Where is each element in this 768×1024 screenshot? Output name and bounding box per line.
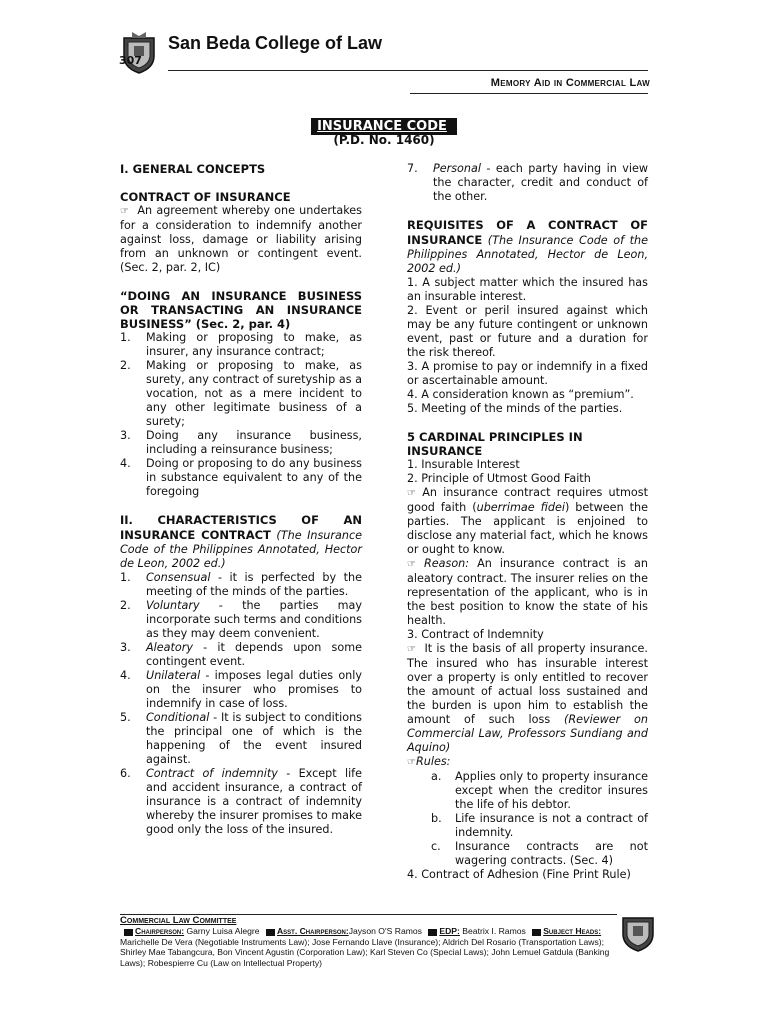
characteristics-heading: II. CHARACTERISTICS OF AN INSURANCE CONTRACT bbox=[120, 513, 362, 542]
contract-paragraph bbox=[120, 204, 362, 275]
document-subtitle: (P.D. No. 1460) bbox=[333, 133, 435, 147]
list-item: a. Applies only to property insurance except when the creditor insures the life of his debtor. bbox=[431, 770, 648, 811]
document-title: INSURANCE CODE bbox=[311, 118, 457, 135]
list-item: 4. Unilateral - imposes legal duties only on the insurer who promises to indemnify in case of loss. bbox=[120, 669, 362, 710]
pointing-hand-icon: ☞ bbox=[407, 644, 416, 655]
principle-item: 2. Principle of Utmost Good Faith bbox=[407, 472, 591, 485]
rules-list bbox=[407, 770, 648, 868]
bullet-icon bbox=[532, 929, 541, 936]
list-item: 1. Consensual - it is perfected by the meeting of the minds of the parties. bbox=[120, 571, 362, 598]
characteristics-list-continued bbox=[407, 162, 648, 204]
running-subtitle: Memory Aid in Commercial Law bbox=[490, 77, 650, 89]
requisites-source: (The Insurance Code of the Philippines Annotated, Hector de Leon, 2002 ed.) bbox=[407, 234, 648, 275]
subtitle-rule bbox=[410, 93, 648, 94]
cardinal-principles-heading: 5 CARDINAL PRINCIPLES IN INSURANCE bbox=[407, 430, 583, 458]
bullet-icon bbox=[428, 929, 437, 936]
list-item: 4. A consideration known as “premium”. bbox=[407, 388, 634, 401]
doing-business-list bbox=[120, 331, 362, 499]
list-item: 2. Voluntary - the parties may incorporate such terms and conditions as they may deem convenient. bbox=[120, 599, 362, 640]
principle-item: 4. Contract of Adhesion (Fine Print Rule) bbox=[407, 868, 631, 881]
list-item: 4. Doing or proposing to do any business in substance equivalent to any of the foregoing bbox=[120, 457, 362, 498]
contract-text: An agreement whereby one undertakes for a consideration to indemnify another against loss, damage or liability arising from an unknown or contingent event. (Sec. 2, par. 2, IC) bbox=[120, 204, 362, 274]
list-item: 5. Conditional - It is subject to conditions the principal one of which is the happening of the event insured against. bbox=[120, 711, 362, 766]
list-item: 3. Doing any insurance business, including a reinsurance business; bbox=[120, 429, 362, 456]
requisites-heading-block bbox=[407, 218, 648, 276]
list-item: 6. Contract of indemnity - Except life and accident insurance, a contract of insurance is a contract of indemnity whereby the insurer promises to make good only the loss of the insured. bbox=[120, 767, 363, 836]
header-rule bbox=[168, 70, 648, 71]
contract-heading: CONTRACT OF INSURANCE bbox=[120, 190, 291, 204]
committee-officers: Chairperson: Garny Luisa Alegre Asst. Chairperson:Jayson O'S Ramos EDP: Beatrix I. Ramos Subject Heads: bbox=[120, 926, 620, 936]
list-item: 3. Aleatory - it depends upon some contingent event. bbox=[120, 641, 362, 668]
page-number: 307 bbox=[119, 54, 142, 67]
good-faith-paragraph: ☞ An insurance contract requires utmost good faith (uberrimae fidei) between the parties. The applicant is enjoined to disclose any material fact, which he knows or ought to know. bbox=[407, 486, 649, 556]
footer bbox=[120, 916, 620, 968]
college-name: San Beda College of Law bbox=[168, 33, 383, 53]
left-column bbox=[120, 162, 362, 837]
list-item: 7. Personal - each party having in view the character, credit and conduct of the other. bbox=[407, 162, 648, 203]
section-heading-general: I. GENERAL CONCEPTS bbox=[120, 162, 266, 176]
pointing-hand-icon: ☞ bbox=[407, 559, 416, 570]
pointing-hand-icon: ☞ bbox=[407, 757, 416, 768]
list-item: 1. A subject matter which the insured has an insurable interest. bbox=[407, 276, 648, 303]
bullet-icon bbox=[124, 929, 133, 936]
requisites-heading: REQUISITES OF A CONTRACT OF INSURANCE bbox=[407, 218, 648, 247]
characteristics-source: (The Insurance Code of the Philippines Annotated, Hector de Leon, 2002 ed.) bbox=[120, 529, 362, 570]
list-item: b. Life insurance is not a contract of indemnity. bbox=[431, 812, 648, 839]
college-seal-icon bbox=[118, 30, 160, 74]
pointing-hand-icon: ☞ bbox=[120, 206, 129, 217]
bullet-icon bbox=[266, 929, 275, 936]
characteristics-list bbox=[120, 571, 362, 837]
list-item: 2. Event or peril insured against which may be any future contingent or unknown event, past or future and a duration for the risk thereof. bbox=[407, 304, 648, 359]
list-item: 3. A promise to pay or indemnify in a fixed or ascertainable amount. bbox=[407, 360, 648, 387]
doing-business-heading: “DOING AN INSURANCE BUSINESS OR TRANSACTING AN INSURANCE BUSINESS” (Sec. 2, par. 4) bbox=[120, 289, 362, 331]
subject-heads-line: Shirley Mae Tabangcura, Bon Vincent Agustin (Corporation Law); Karl Steven Co (Special Laws); John Lemuel Gatdula (Banking Laws); Robespierre Cu (Law on Intellectual Property) bbox=[120, 947, 610, 968]
pointing-hand-icon: ☞ bbox=[407, 488, 416, 499]
list-item: 5. Meeting of the minds of the parties. bbox=[407, 402, 623, 415]
list-item: 2. Making or proposing to make, as surety, any contract of suretyship as a vocation, not as a mere incident to any other legitimate business of a surety; bbox=[120, 359, 362, 428]
principle-item: 1. Insurable Interest bbox=[407, 458, 520, 471]
list-item: 1. Making or proposing to make, as insurer, any insurance contract; bbox=[120, 331, 362, 358]
college-seal-icon bbox=[618, 912, 658, 952]
principle-item: 3. Contract of Indemnity bbox=[407, 628, 544, 641]
reason-paragraph: ☞ Reason: An insurance contract is an aleatory contract. The insurer relies on the representation of the applicant, who is in the best position to know the state of his health. bbox=[407, 557, 648, 627]
indemnity-paragraph: ☞ It is the basis of all property insurance. The insured who has insurable interest over a property is only entitled to recover the amount of actual loss sustained and the burden is upon him to establish the amount of such loss (Reviewer on Commercial Law, Professors Sundiang and Aquino) bbox=[407, 642, 648, 754]
requisites-list bbox=[407, 276, 648, 416]
list-item: c. Insurance contracts are not wagering contracts. (Sec. 4) bbox=[431, 840, 648, 867]
rules-label-line: ☞Rules: bbox=[407, 755, 451, 768]
subject-heads-line: Marichelle De Vera (Negotiable Instruments Law); Jose Fernando Llave (Insurance); Aldrich Del Rosario (Transportation Laws); bbox=[120, 936, 605, 947]
right-column bbox=[407, 162, 648, 882]
committee-name: Commercial Law Committee bbox=[120, 915, 237, 926]
characteristics-heading-block bbox=[120, 513, 362, 571]
